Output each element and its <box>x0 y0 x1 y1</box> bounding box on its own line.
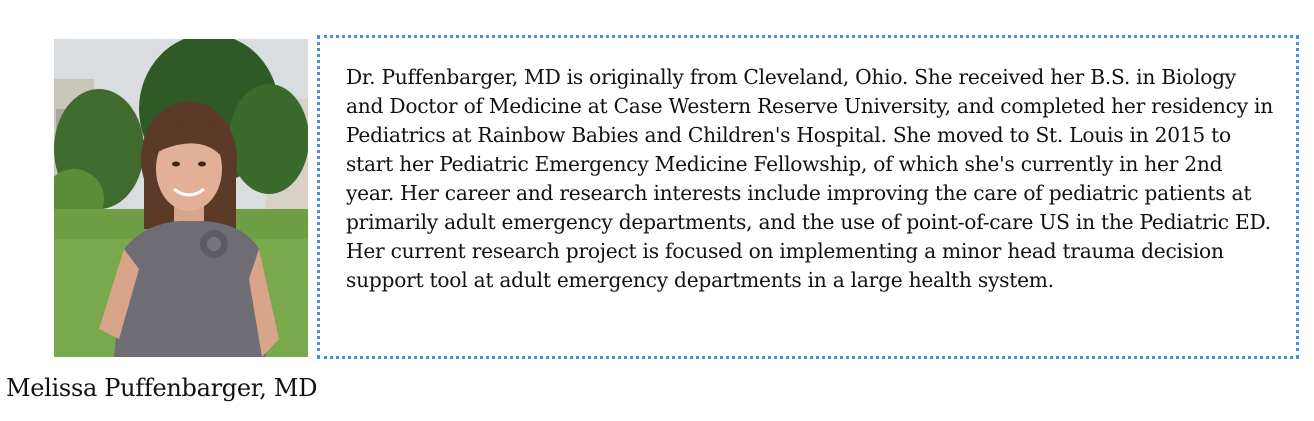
bio-box <box>317 35 1299 359</box>
bio-text: Dr. Puffenbarger, MD is originally from Cleveland, Ohio. She received her B.S. in Biology and Doctor of Medicine at Case Western Reserve University, and completed her residency in Pediatrics at Rainbow Babies and Children's Hospital. She moved to St. Louis in 2015 to start her Pediatric Emergency Medicine Fellowship, of which she's currently in her 2nd year. Her career and research interests include improving the care of pediatric patients at primarily adult emergency departments, and the use of point-of-care US in the Pediatric ED. Her current research project is focused on implementing a minor head trauma decision support tool at adult emergency departments in a large health system. <box>346 65 1274 292</box>
photo-caption-name: Melissa Puffenbarger, MD <box>6 374 318 402</box>
profile-photo <box>54 39 308 357</box>
